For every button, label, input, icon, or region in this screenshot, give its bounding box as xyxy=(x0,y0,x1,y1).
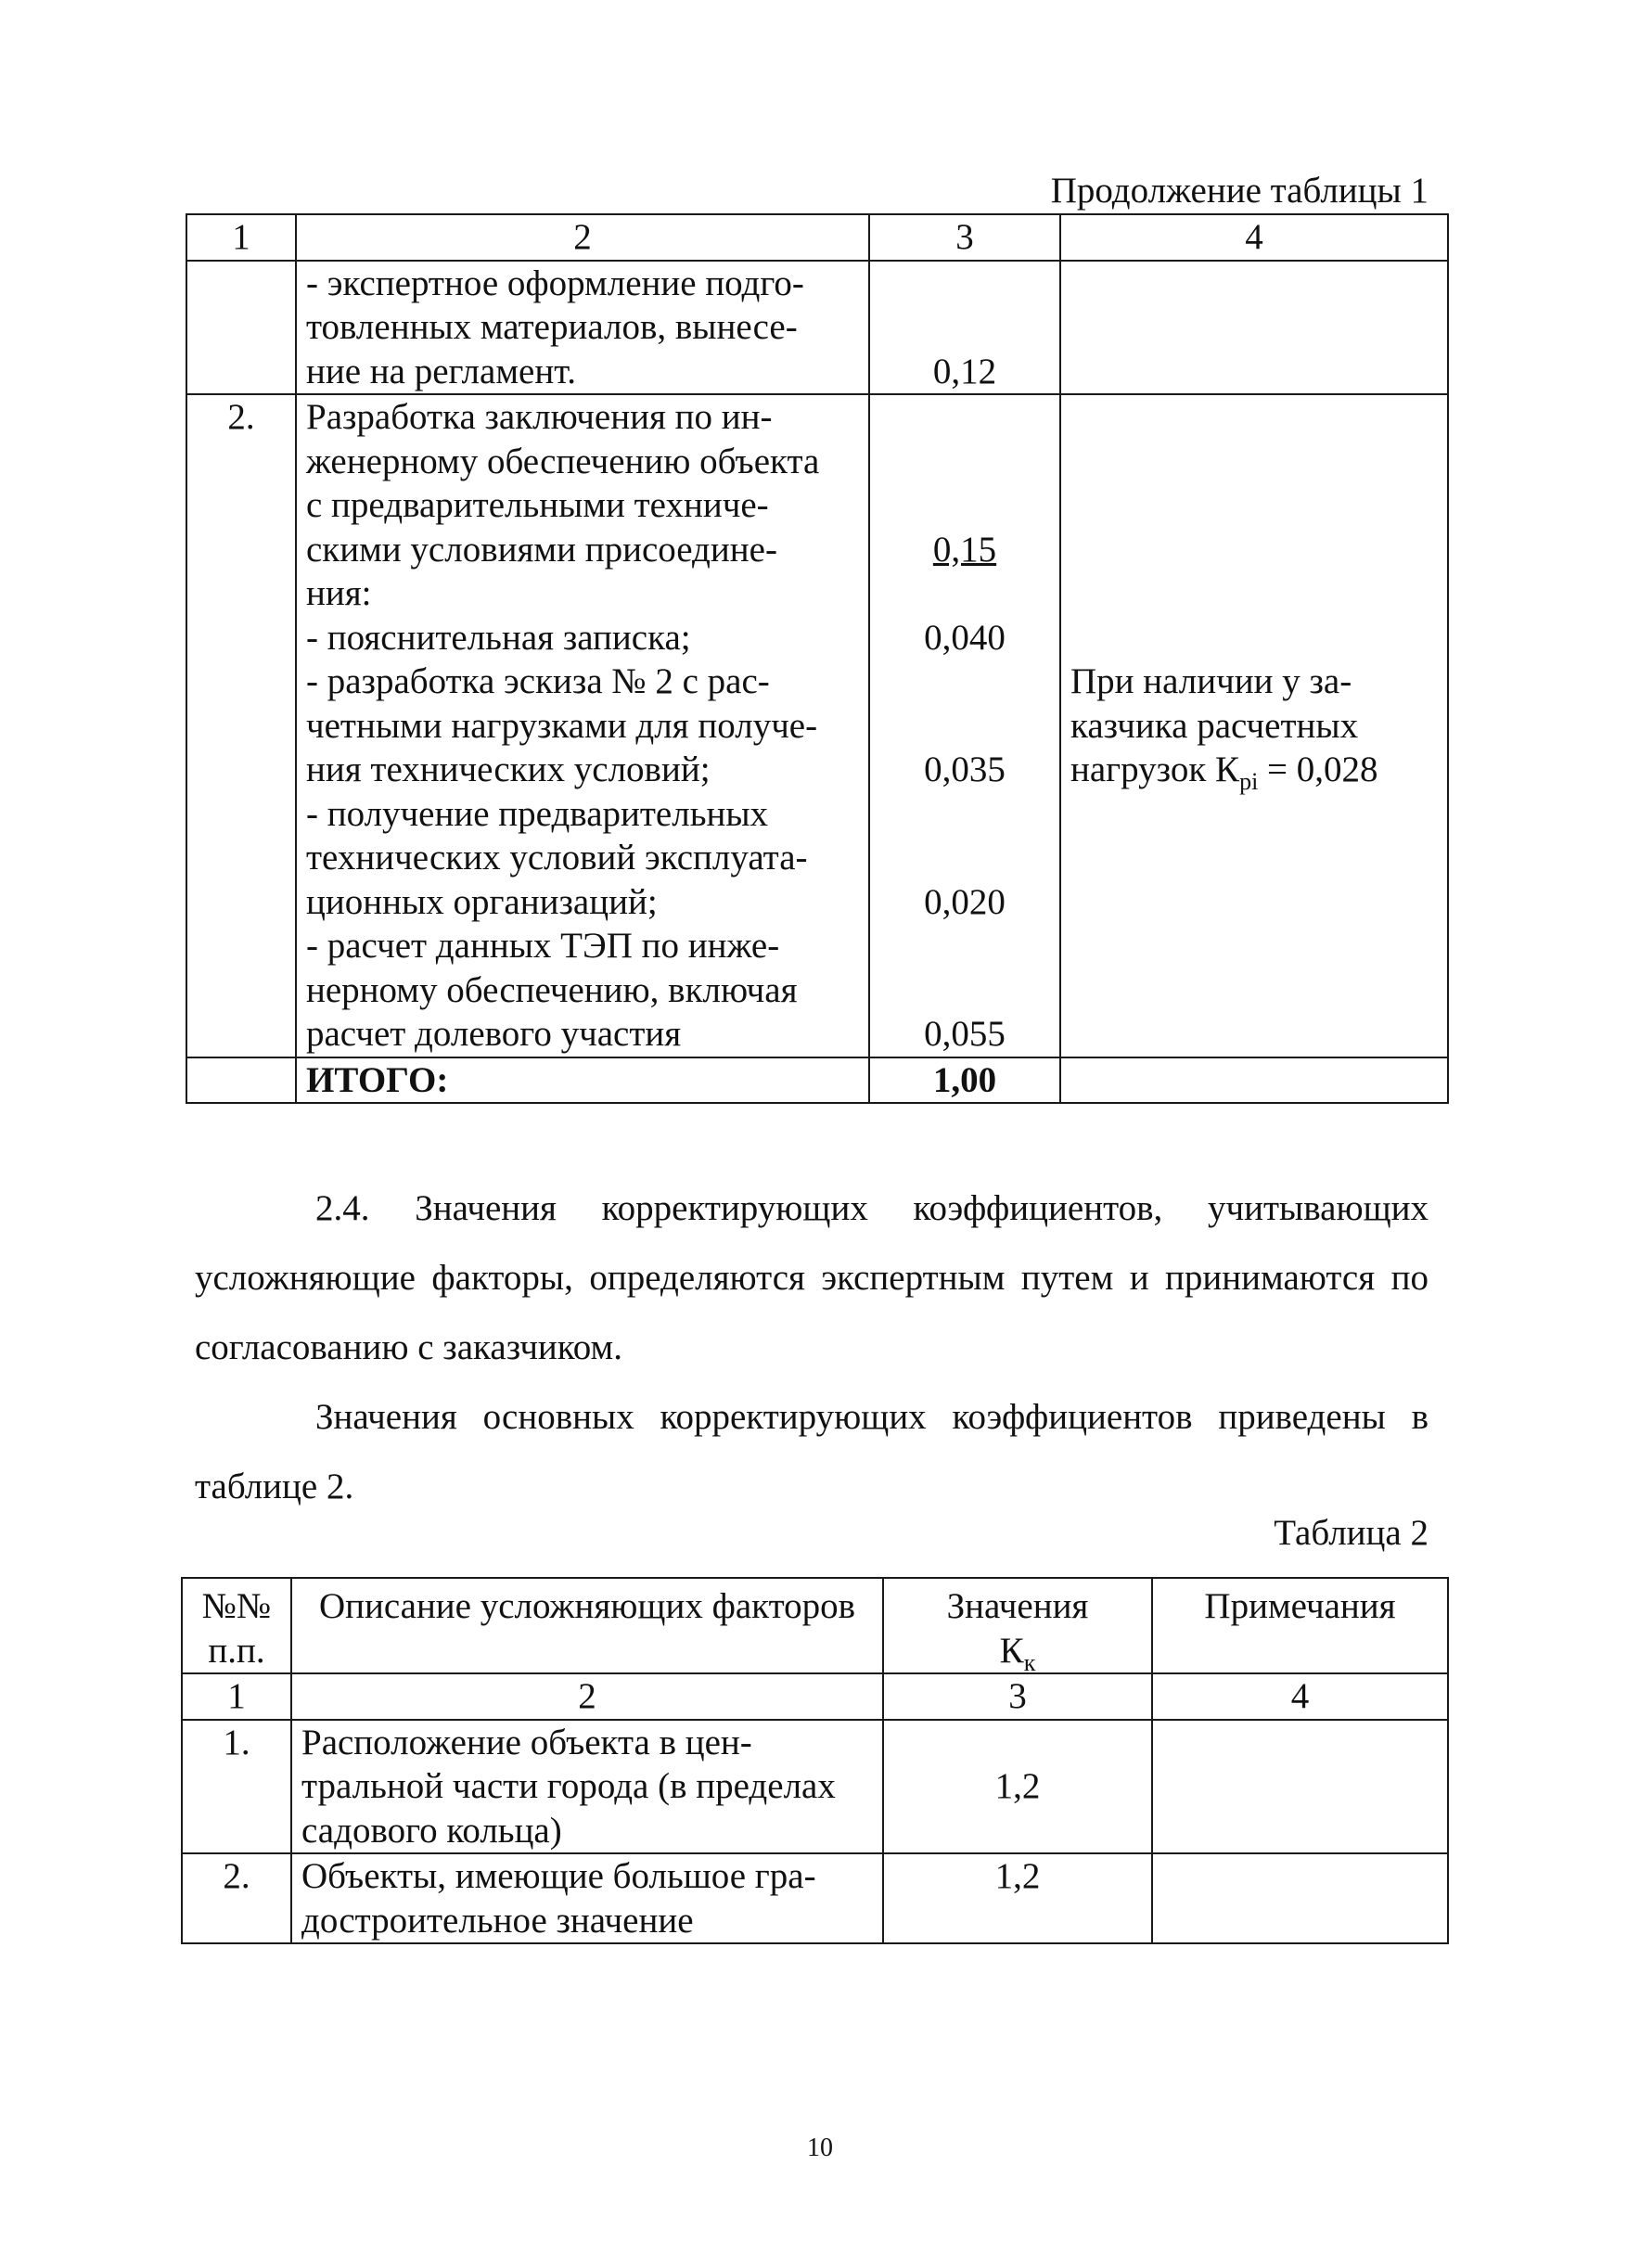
value-explanatory-note: 0,040 xyxy=(924,617,1006,658)
value-tep-calculation: 0,055 xyxy=(924,1014,1006,1054)
table1-header-row xyxy=(186,214,1448,261)
table2-row-2 xyxy=(182,1853,1448,1943)
table1 xyxy=(186,213,1449,1104)
table1-continuation-caption: Продолжение таблицы 1 xyxy=(1050,171,1429,211)
index-col2: 2 xyxy=(291,1673,883,1720)
table1-total-row xyxy=(186,1057,1448,1104)
row-value: 1,2 xyxy=(883,1720,1152,1854)
description-line: ние на регламент. xyxy=(306,351,577,391)
description-line: Расположение объекта в цен- xyxy=(301,1722,752,1762)
table1-header-col4: 4 xyxy=(1060,214,1448,261)
row-description xyxy=(296,394,869,1057)
description-line: тральной части города (в пределах xyxy=(301,1766,836,1806)
row-note xyxy=(1060,394,1448,1057)
total-value: 1,00 xyxy=(869,1057,1060,1104)
row-value: 0,12 xyxy=(869,261,1060,395)
note-line: При наличии у за- xyxy=(1070,661,1352,701)
description-line: четными нагрузками для получе- xyxy=(306,705,818,746)
description-line: нерному обеспечению, включая xyxy=(306,969,798,1010)
description-line: ния технических условий; xyxy=(306,750,711,789)
value-preliminary-conditions: 0,020 xyxy=(924,881,1006,922)
table2-index-row xyxy=(182,1673,1448,1720)
row-description xyxy=(296,261,869,395)
table2-caption: Таблица 2 xyxy=(1274,1513,1429,1553)
row-number: 2. xyxy=(186,394,296,1057)
description-line: Объекты, имеющие большое гра- xyxy=(301,1856,816,1896)
page-number: 10 xyxy=(807,2133,833,2162)
description-line: скими условиями присоедине- xyxy=(306,529,777,570)
row-note xyxy=(1152,1853,1448,1943)
value-sketch: 0,035 xyxy=(924,750,1006,789)
row-values xyxy=(869,394,1060,1057)
description-line: - разработка эскиза № 2 с рас- xyxy=(306,661,770,701)
row-note xyxy=(1152,1720,1448,1854)
row-description xyxy=(291,1853,883,1943)
description-line: женерному обеспечению объекта xyxy=(306,441,820,481)
table1-header-col1: 1 xyxy=(186,214,296,261)
note-line-formula: нагрузок $К_{pi} = 0,028$ xyxy=(1070,750,1378,795)
table2 xyxy=(181,1577,1449,1944)
row-value: 1,2 xyxy=(883,1853,1152,1943)
table1-header-col2: 2 xyxy=(296,214,869,261)
description-line: достроительное значение xyxy=(301,1900,694,1941)
paragraph-2-4: 2.4. Значения корректирующих коэффициентов, учитывающих усложняющие факторы, определяются экспертным путем и принимаются по согласованию с заказчиком. xyxy=(195,1188,1429,1367)
description-line: - экспертное оформление подго- xyxy=(306,263,804,303)
description-line: с предварительными техниче- xyxy=(306,485,769,525)
table1-row-2 xyxy=(186,394,1448,1057)
table1-row-expert xyxy=(186,261,1448,395)
description-line: - получение предварительных xyxy=(306,793,769,834)
row-description xyxy=(291,1720,883,1854)
index-col1: 1 xyxy=(182,1673,291,1720)
row-number: 2. xyxy=(182,1853,291,1943)
total-label: ИТОГО: xyxy=(296,1057,869,1104)
table2-row-1 xyxy=(182,1720,1448,1854)
description-line: Разработка заключения по ин- xyxy=(306,397,773,437)
header-description: Описание усложняющих факторов xyxy=(291,1578,883,1673)
description-line: ния: xyxy=(306,573,372,613)
header-values: Значения $К_к$ xyxy=(883,1578,1152,1673)
description-line: технических условий эксплуата- xyxy=(306,838,808,878)
description-line: - расчет данных ТЭП по инже- xyxy=(306,926,780,966)
row-note xyxy=(1060,261,1448,395)
paragraph-table2-intro: Значения основных корректирующих коэффициентов приведены в таблице 2. xyxy=(195,1397,1429,1506)
table2-header-row xyxy=(182,1578,1448,1673)
description-line: - пояснительная записка; xyxy=(306,617,691,658)
header-notes: Примечания xyxy=(1152,1578,1448,1673)
index-col3: 3 xyxy=(883,1673,1152,1720)
description-line: садового кольца) xyxy=(301,1810,562,1851)
row-number: 1. xyxy=(182,1720,291,1854)
table1-header-col3: 3 xyxy=(869,214,1060,261)
index-col4: 4 xyxy=(1152,1673,1448,1720)
header-number: №№ п.п. xyxy=(182,1578,291,1673)
description-line: ционных организаций; xyxy=(306,881,658,922)
value-total: 0,15 xyxy=(932,529,997,570)
description-line: товленных материалов, вынесе- xyxy=(306,307,798,347)
description-line: расчет долевого участия xyxy=(306,1014,682,1054)
row-number xyxy=(186,261,296,395)
note-line: казчика расчетных xyxy=(1070,705,1359,746)
